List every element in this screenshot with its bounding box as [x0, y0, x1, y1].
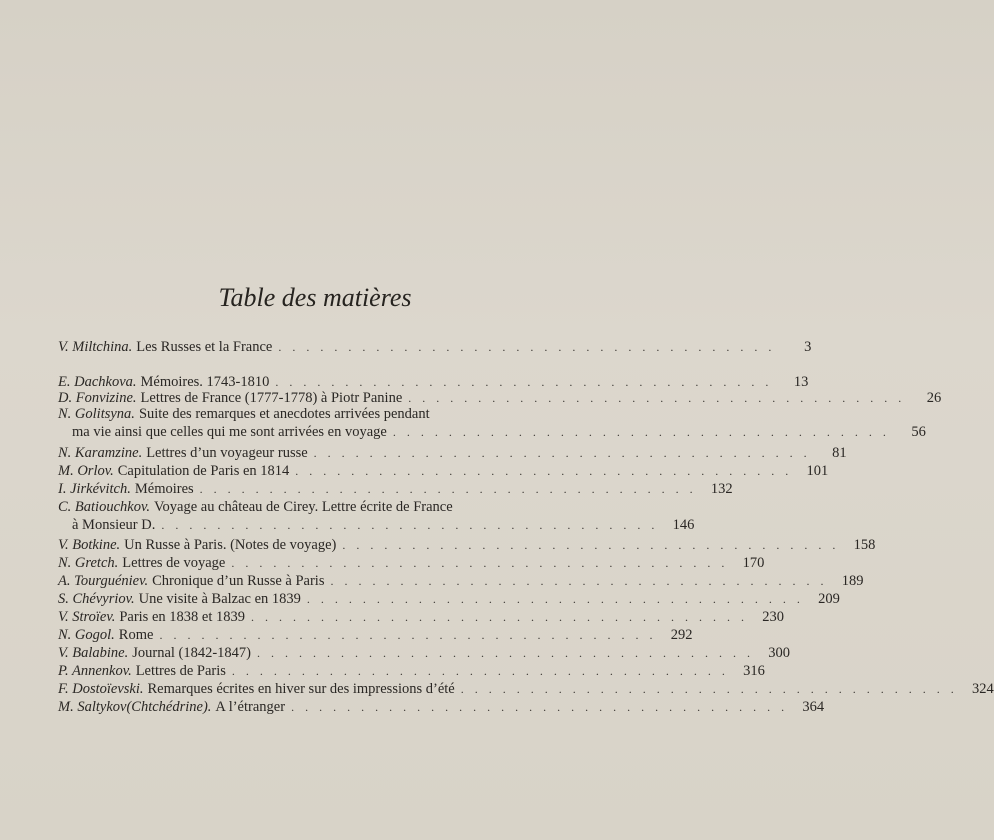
toc-work-title: Lettres de Paris [135, 663, 226, 679]
toc-work-title: Rome [118, 627, 154, 643]
toc-author: F. Dostoïevski. [58, 681, 144, 697]
toc-author: C. Batiouchkov. [58, 499, 150, 515]
toc-page-number: 132 [710, 481, 733, 497]
toc-work-title: Voyage au château de Cirey. Lettre écrite de France [153, 499, 453, 515]
toc-author: N. Golitsyna. [58, 406, 135, 422]
toc-leader-dots: . . . . . . . . . . . . . . . . . . . . . . . . . . . . . . . . . . . . [408, 391, 906, 405]
toc-page-number: 300 [768, 645, 791, 661]
toc-leader-dots: . . . . . . . . . . . . . . . . . . . . . . . . . . . . . . . . . . . . [392, 425, 890, 439]
toc-entry [58, 590, 840, 608]
toc-leader-dots: . . . . . . . . . . . . . . . . . . . . . . . . . . . . . . . . . . . . [275, 375, 773, 389]
toc-leader-dots: . . . . . . . . . . . . . . . . . . . . . . . . . . . . . . . . . . . . [159, 628, 657, 642]
toc-leader-dots: . . . . . . . . . . . . . . . . . . . . . . . . . . . . . . . . . . . . [161, 518, 659, 532]
toc-author: V. Stroïev. [58, 609, 116, 625]
toc-author: D. Fonvizine. [58, 390, 137, 406]
toc-page-number: 101 [806, 463, 829, 479]
toc-page-number: 316 [743, 663, 765, 679]
toc-entry [58, 662, 765, 680]
toc-work-title: Chronique d’un Russe à Paris [152, 573, 325, 589]
toc-work-title: Suite des remarques et anecdotes arrivées pendant [138, 406, 430, 422]
toc-author: I. Jirkévitch. [58, 481, 131, 497]
toc-work-title: Journal (1842-1847) [132, 645, 252, 661]
toc-page-number: 292 [670, 627, 693, 643]
toc-work-title: Les Russes et la France [136, 339, 273, 355]
toc-work-title: Lettres d’un voyageur russe [146, 445, 308, 461]
toc-work-title: Remarques écrites en hiver sur des impressions d’été [147, 681, 455, 697]
toc-page-number: 324 [972, 681, 994, 697]
toc-entry [58, 644, 791, 662]
toc-leader-dots: . . . . . . . . . . . . . . . . . . . . . . . . . . . . . . . . . . . . [257, 646, 755, 660]
toc-work-title: Paris en 1838 et 1839 [119, 609, 245, 625]
toc-author: N. Gretch. [58, 555, 119, 571]
toc-entry [58, 554, 765, 572]
toc-page-number: 189 [841, 573, 864, 589]
toc-author: V. Botkine. [58, 537, 121, 553]
toc-entry [58, 444, 847, 462]
toc-author: P. Annenkov. [58, 663, 132, 679]
toc-entry [58, 405, 926, 441]
toc-leader-dots: . . . . . . . . . . . . . . . . . . . . . . . . . . . . . . . . . . . . [231, 556, 729, 570]
toc-work-title: Une visite à Balzac en 1839 [138, 591, 301, 607]
toc-leader-dots: . . . . . . . . . . . . . . . . . . . . . . . . . . . . . . . . . . . . [306, 592, 804, 606]
toc-entry [58, 698, 825, 716]
toc-work-title: A l’étranger [215, 699, 286, 715]
toc-entry [58, 338, 812, 356]
toc-work-title: Lettres de France (1777-1778) à Piotr Panine [140, 390, 403, 406]
toc-page-number: 364 [802, 699, 825, 715]
toc-work-title-continued: à Monsieur D. [72, 517, 156, 533]
toc-entry [58, 626, 693, 644]
toc-leader-dots: . . . . . . . . . . . . . . . . . . . . . . . . . . . . . . . . . . . . [295, 464, 793, 478]
toc-work-title: Mémoires. 1743-1810 [140, 374, 270, 390]
toc-leader-dots: . . . . . . . . . . . . . . . . . . . . . . . . . . . . . . . . . . . . [291, 700, 789, 714]
toc-author: N. Gogol. [58, 627, 115, 643]
toc-page-number: 146 [672, 517, 695, 533]
toc-work-title: Un Russe à Paris. (Notes de voyage) [124, 537, 337, 553]
page-title: Table des matières [218, 283, 412, 312]
toc-entry [58, 498, 695, 534]
toc-work-title: Lettres de voyage [122, 555, 226, 571]
toc-leader-dots: . . . . . . . . . . . . . . . . . . . . . . . . . . . . . . . . . . . . [199, 482, 697, 496]
toc-work-title-continued: ma vie ainsi que celles qui me sont arrivées en voyage [72, 424, 387, 440]
toc-entry [58, 572, 864, 590]
toc-leader-dots: . . . . . . . . . . . . . . . . . . . . . . . . . . . . . . . . . . . . [330, 574, 828, 588]
toc-leader-dots: . . . . . . . . . . . . . . . . . . . . . . . . . . . . . . . . . . . . [231, 664, 729, 678]
toc-author: V. Miltchina. [58, 339, 133, 355]
toc-entry [58, 536, 876, 554]
toc-page-number: 3 [804, 339, 812, 355]
toc-page-number: 170 [742, 555, 765, 571]
toc-page-number: 26 [926, 390, 942, 406]
toc-author: N. Karamzine. [58, 445, 143, 461]
toc-author: M. Saltykov(Chtchédrine). [58, 699, 212, 715]
toc-leader-dots: . . . . . . . . . . . . . . . . . . . . . . . . . . . . . . . . . . . . [342, 538, 840, 552]
toc-entry [58, 608, 784, 626]
toc-leader-dots: . . . . . . . . . . . . . . . . . . . . . . . . . . . . . . . . . . . . [278, 340, 776, 354]
toc-entry [58, 480, 733, 498]
toc-entry [58, 680, 994, 698]
toc-page-number: 56 [911, 424, 926, 440]
toc-page-number: 13 [793, 374, 809, 390]
toc-work-title: Capitulation de Paris en 1814 [117, 463, 290, 479]
toc-leader-dots: . . . . . . . . . . . . . . . . . . . . . . . . . . . . . . . . . . . . [460, 682, 958, 696]
toc-author: V. Balabine. [58, 645, 129, 661]
toc-leader-dots: . . . . . . . . . . . . . . . . . . . . . . . . . . . . . . . . . . . . [313, 446, 811, 460]
toc-author: E. Dachkova. [58, 374, 137, 390]
toc-author: M. Orlov. [58, 463, 114, 479]
toc-author: S. Chévyriov. [58, 591, 135, 607]
toc-leader-dots: . . . . . . . . . . . . . . . . . . . . . . . . . . . . . . . . . . . . [250, 610, 748, 624]
toc-entry [58, 462, 829, 480]
toc-author: A. Tourguéniev. [58, 573, 149, 589]
toc-page-number: 209 [818, 591, 840, 607]
toc-page-number: 158 [853, 537, 876, 553]
toc-work-title: Mémoires [134, 481, 194, 497]
toc-page-number: 81 [832, 445, 847, 461]
toc-page-number: 230 [762, 609, 784, 625]
